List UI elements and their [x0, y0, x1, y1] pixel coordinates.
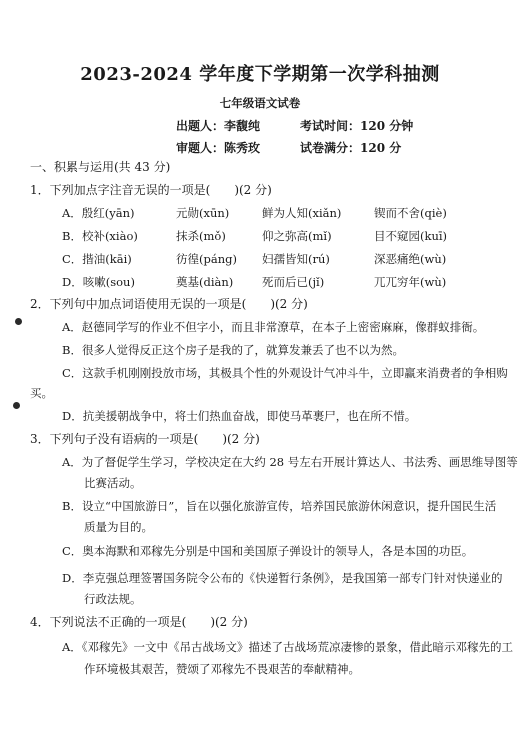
option-c-word-3: 妇孺皆知(rú)	[262, 252, 330, 266]
option-b: B．很多人觉得反正这个房子是我的了，就算发兼丢了也不以为然。	[62, 343, 404, 357]
question-stem: 4．下列说法不正确的一项是( )(2 分)	[30, 615, 248, 629]
question-stem: 3．下列句子没有语病的一项是( )(2 分)	[30, 432, 260, 446]
binder-hole-mark	[13, 402, 20, 409]
option-b-word-4: 目不窥园(kuī)	[374, 229, 448, 243]
option-c-word-4: 深恶痛绝(wù)	[374, 252, 447, 266]
option-c-word-2: 彷徨(páng)	[176, 252, 237, 266]
question-stem: 2．下列句中加点词语使用无误的一项是( )(2 分)	[30, 297, 308, 311]
reviewer-info: 审题人：陈秀玫	[176, 141, 261, 155]
option-d-word-2: 奠基(diàn)	[176, 275, 234, 289]
option-d-word-1: D．咳嗽(sou)	[62, 275, 135, 289]
option-a: A．为了督促学生学习，学校决定在大约 28 号左右开展计算达人、书法秀、画思维导图等	[62, 455, 518, 469]
option-b: B．设立“中国旅游日”，旨在以强化旅游宣传，培养国民旅游休闲意识，提升国民生活	[62, 499, 497, 513]
exam-title: 2023-2024 学年度下学期第一次学科抽测	[80, 64, 440, 85]
option-b-word-3: 仰之弥高(mǐ)	[262, 229, 332, 243]
option-d-continued: 行政法规。	[84, 592, 142, 606]
option-d-word-4: 兀兀穷年(wù)	[374, 275, 447, 289]
option-d-word-3: 死而后已(jǐ)	[262, 275, 325, 289]
option-d: D．抗美援朝战争中，将士们热血奋战，即使马革裹尸，也在所不惜。	[62, 409, 417, 423]
section-heading: 一、积累与运用(共 43 分)	[30, 160, 171, 174]
option-a: A．赵德同学写的作业不但字小，而且非常潦草，在本子上密密麻麻，像群蚁排衙。	[62, 320, 485, 334]
option-b-word-1: B．校补(xiào)	[62, 229, 138, 243]
option-c-continued: 买。	[30, 386, 53, 400]
duration-info: 考试时间：120 分钟	[300, 119, 414, 133]
option-a-continued: 比赛活动。	[84, 476, 142, 490]
option-a-continued: 作环境极其艰苦，赞颂了邓稼先不畏艰苦的奉献精神。	[84, 662, 360, 676]
option-d: D．李克强总理签署国务院令公布的《快递暂行条例》，是我国第一部专门针对快递业的	[62, 571, 503, 585]
option-a: A．《邓稼先》一文中《吊古战场文》描述了古战场荒凉凄惨的景象，借此暗示邓稼先的工	[62, 640, 514, 654]
question-stem: 1．下列加点字注音无误的一项是( )(2 分)	[30, 183, 272, 197]
option-b-continued: 质量为目的。	[84, 520, 153, 534]
score-info: 试卷满分：120 分	[300, 141, 402, 155]
setter-info: 出题人：李馥纯	[176, 119, 261, 133]
option-a-word-1: A．殷红(yān)	[62, 206, 135, 220]
binder-hole-mark	[15, 318, 22, 325]
option-b-word-2: 抹杀(mǒ)	[176, 229, 226, 243]
option-a-word-4: 锲而不舍(qiè)	[374, 206, 447, 220]
exam-subtitle: 七年级语文试卷	[219, 96, 301, 110]
option-c-word-1: C．揩油(kāi)	[62, 252, 132, 266]
option-a-word-3: 鲜为人知(xiǎn)	[262, 206, 342, 220]
option-c: C．奥本海默和邓稼先分别是中国和美国原子弹设计的领导人，各是本国的功臣。	[62, 544, 474, 558]
option-a-word-2: 元勋(xūn)	[176, 206, 230, 220]
option-c: C．这款手机刚刚投放市场，其极具个性的外观设计气冲斗牛，立即赢来消费者的争相购	[62, 366, 508, 380]
